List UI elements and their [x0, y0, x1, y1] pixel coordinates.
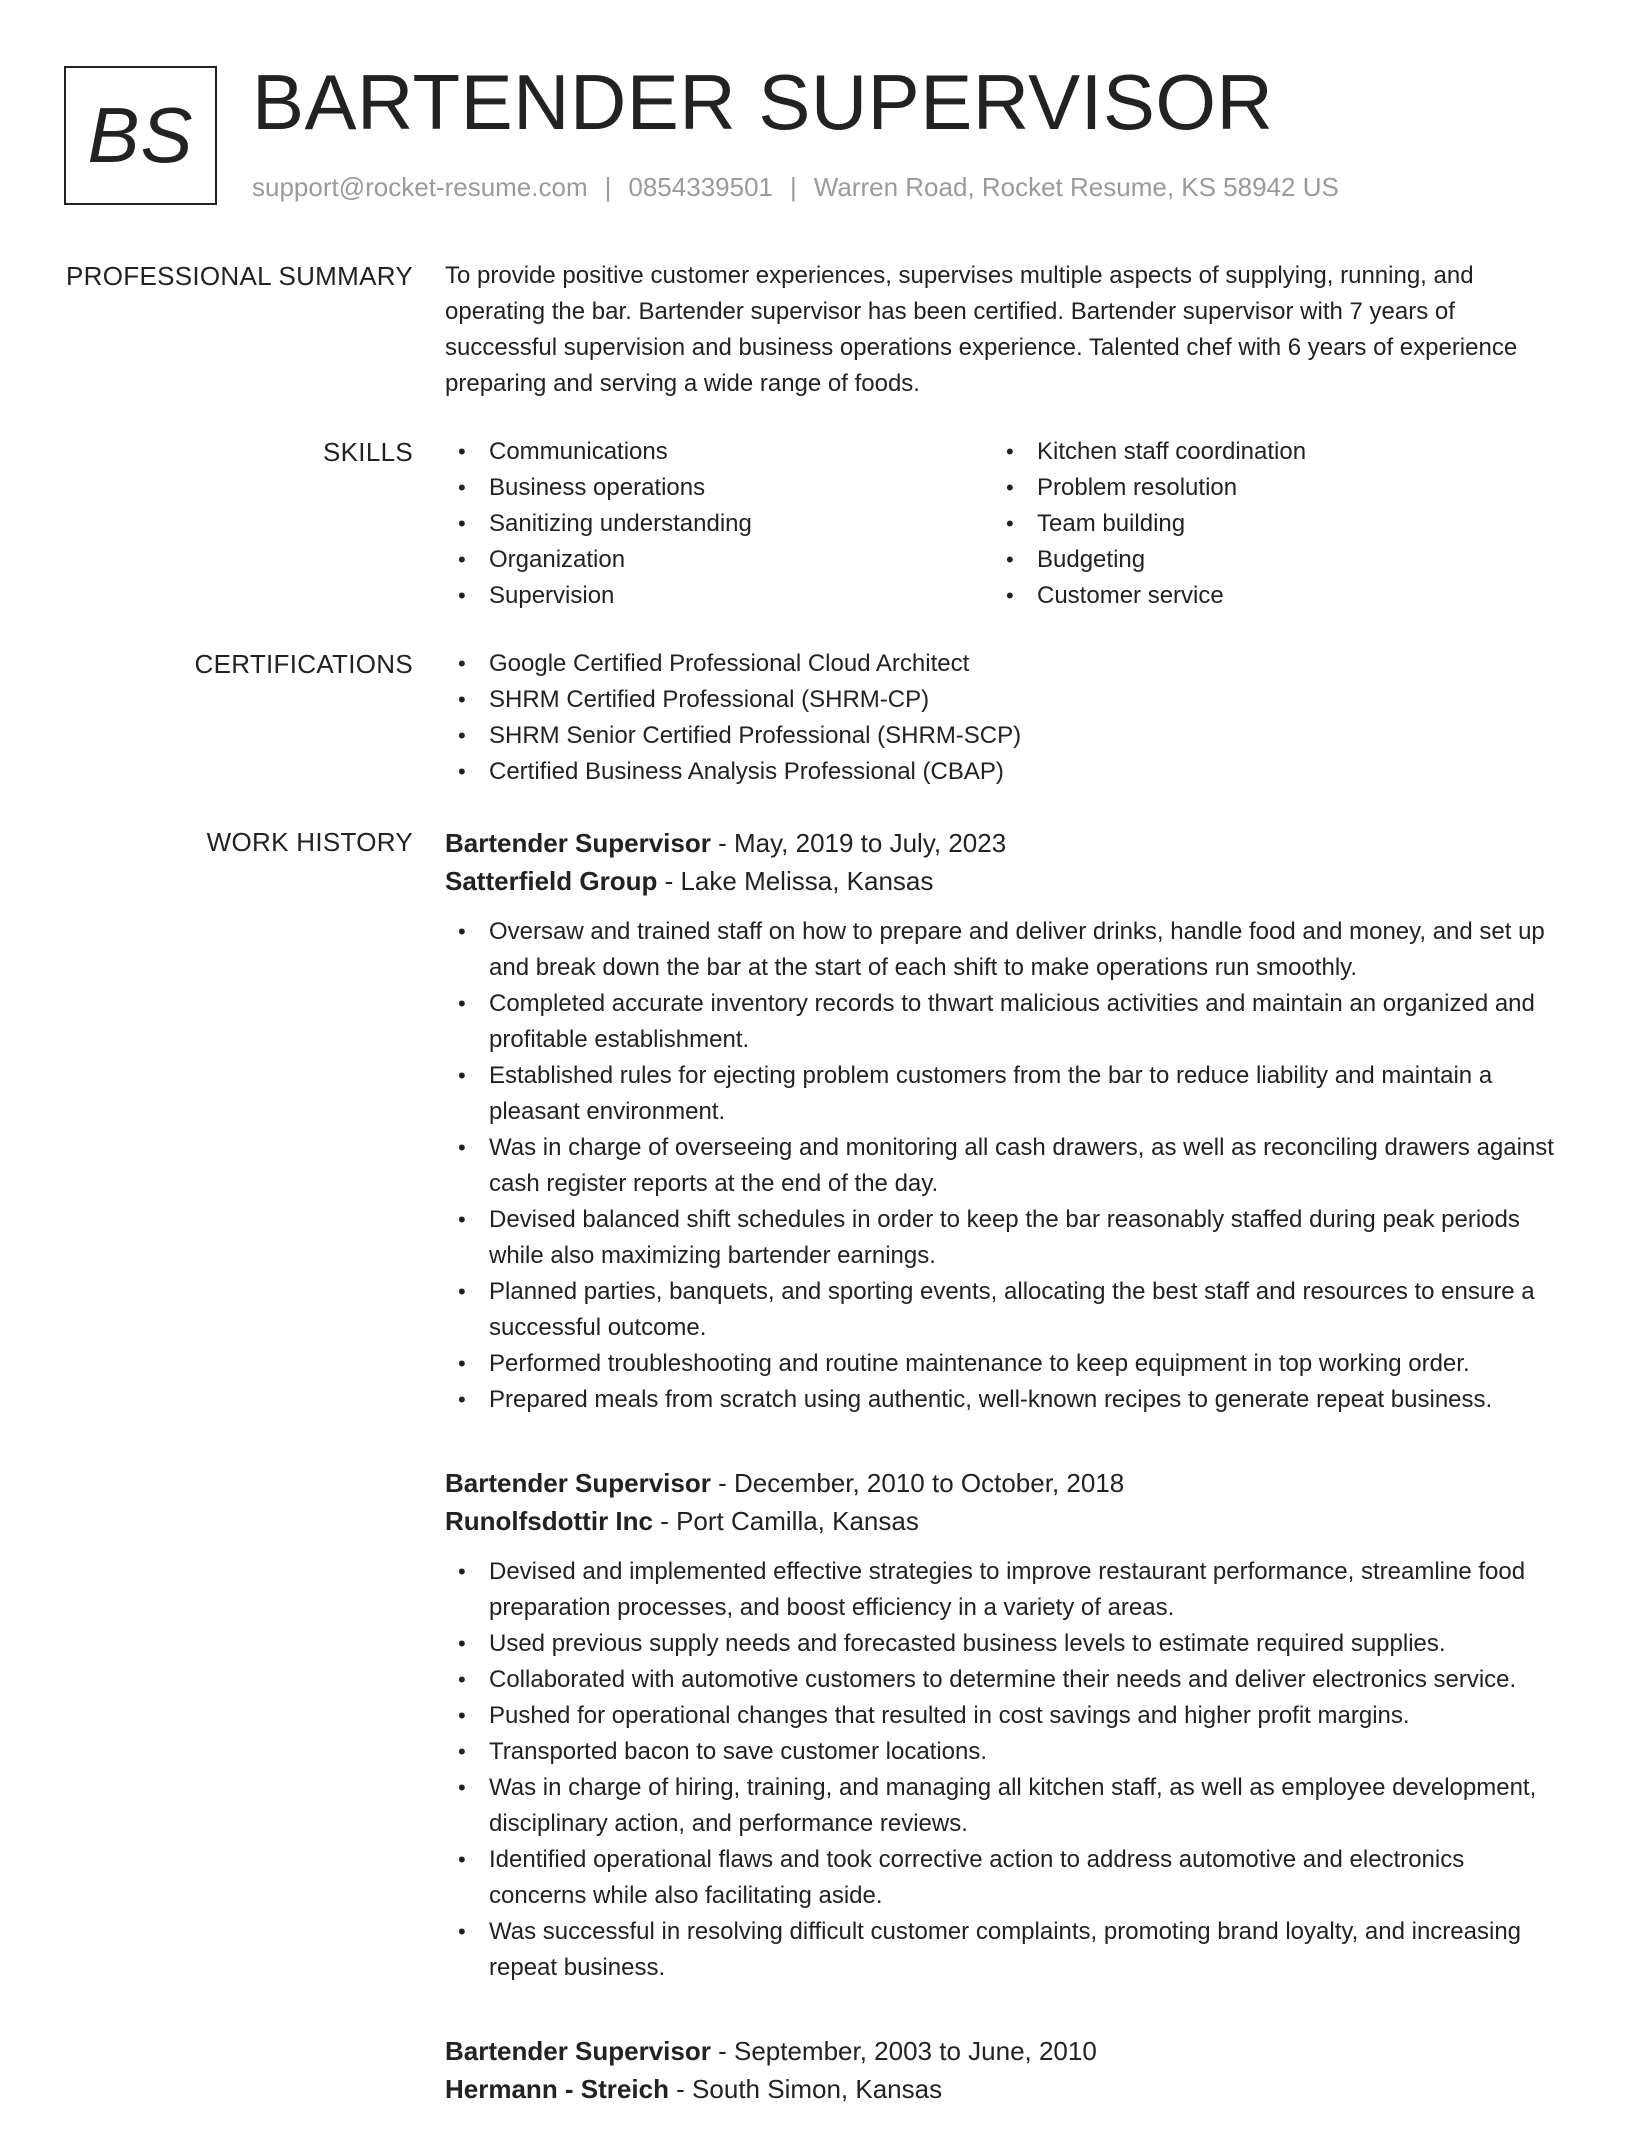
job-duty: • Collaborated with automotive customers to determine their needs and deliver electronics service. [445, 1662, 1565, 1698]
summary-text: To provide positive customer experiences, supervises multiple aspects of supplying, running, and operating the bar. Bartender supervisor has been certified. Bartender supervisor with 7 years of successful supervision and business operations experience. Talented chef with 6 years of experience preparing and serving a wide range of foods. [445, 262, 1518, 397]
job-duty: • Oversaw and trained staff on how to prepare and deliver drinks, handle food and money, and set up and break down the bar at the start of each shift to make operations run smoothly. [445, 914, 1565, 986]
skill-item: • Kitchen staff coordination [993, 434, 1541, 470]
job-dates: - December, 2010 to October, 2018 [710, 1468, 1125, 1498]
job-location: - Lake Melissa, Kansas [657, 866, 934, 896]
job-heading [445, 2032, 1565, 2070]
job-company: Satterfield Group [445, 866, 658, 896]
job-duty: • Was in charge of overseeing and monitoring all cash drawers, as well as reconciling drawers against cash register reports at the end of the day. [445, 1130, 1565, 1202]
job-dates: - September, 2003 to June, 2010 [710, 2036, 1097, 2066]
job-company-line [445, 862, 1565, 900]
job-company: Runolfsdottir Inc [445, 1506, 653, 1536]
certifications-list [445, 646, 1565, 790]
section-label: CERTIFICATIONS [194, 649, 413, 679]
job-title: Bartender Supervisor [445, 828, 711, 858]
skill-item: • Sanitizing understanding [445, 506, 993, 542]
job-entry [445, 824, 1565, 1418]
monogram-initials: BS [64, 66, 217, 205]
job-company-line [445, 2070, 1565, 2108]
job-duty: • Pushed for operational changes that resulted in cost savings and higher profit margins. [445, 1698, 1565, 1734]
certification-item: • SHRM Senior Certified Professional (SHRM-SCP) [445, 718, 1565, 754]
job-location: - South Simon, Kansas [668, 2074, 943, 2104]
certification-item: • Google Certified Professional Cloud Architect [445, 646, 1565, 682]
contact-line [252, 172, 1339, 203]
job-duty: • Planned parties, banquets, and sporting events, allocating the best staff and resources to ensure a successful outcome. [445, 1274, 1565, 1346]
job-company-line [445, 1502, 1565, 1540]
skill-item: • Organization [445, 542, 993, 578]
skill-item: • Problem resolution [993, 470, 1541, 506]
resume-title: BARTENDER SUPERVISOR [252, 58, 1274, 146]
job-title: Bartender Supervisor [445, 2036, 711, 2066]
contact-phone: 0854339501 [628, 172, 773, 202]
contact-separator: | [790, 172, 797, 202]
contact-address: Warren Road, Rocket Resume, KS 58942 US [813, 172, 1339, 202]
job-entry [445, 1464, 1565, 1986]
job-duty: • Was successful in resolving difficult customer complaints, promoting brand loyalty, and increasing repeat business. [445, 1914, 1565, 1986]
job-duty: • Completed accurate inventory records to thwart malicious activities and maintain an organized and profitable establishment. [445, 986, 1565, 1058]
job-duty: • Devised balanced shift schedules in order to keep the bar reasonably staffed during peak periods while also maximizing bartender earnings. [445, 1202, 1565, 1274]
job-heading [445, 1464, 1565, 1502]
job-location: - Port Camilla, Kansas [652, 1506, 919, 1536]
section-label: PROFESSIONAL SUMMARY [66, 261, 413, 291]
contact-email: support@rocket-resume.com [252, 172, 588, 202]
job-duty: • Performed troubleshooting and routine maintenance to keep equipment in top working order. [445, 1346, 1565, 1382]
contact-separator: | [604, 172, 612, 202]
job-duty: • Used previous supply needs and forecasted business levels to estimate required supplies. [445, 1626, 1565, 1662]
job-duty: • Prepared meals from scratch using authentic, well-known recipes to generate repeat business. [445, 1382, 1565, 1418]
certification-item: • Certified Business Analysis Professional (CBAP) [445, 754, 1565, 790]
skill-item: • Communications [445, 434, 993, 470]
job-duty: • Identified operational flaws and took corrective action to address automotive and electronics concerns while also facilitating aside. [445, 1842, 1565, 1914]
skill-item: • Team building [993, 506, 1541, 542]
job-company: Hermann - Streich [445, 2074, 669, 2104]
skills-list-right [993, 434, 1541, 614]
skill-item: • Business operations [445, 470, 993, 506]
job-duty: • Devised and implemented effective strategies to improve restaurant performance, streamline food preparation processes, and boost efficiency in a variety of areas. [445, 1554, 1565, 1626]
job-duties [445, 1554, 1565, 1986]
job-title: Bartender Supervisor [445, 1468, 711, 1498]
section-label: SKILLS [323, 437, 413, 467]
job-duty: • Established rules for ejecting problem customers from the bar to reduce liability and maintain a pleasant environment. [445, 1058, 1565, 1130]
job-duty: • Was in charge of hiring, training, and managing all kitchen staff, as well as employee development, disciplinary action, and performance reviews. [445, 1770, 1565, 1842]
job-entry [445, 2032, 1565, 2108]
job-dates: - May, 2019 to July, 2023 [710, 828, 1007, 858]
skill-item: • Customer service [993, 578, 1541, 614]
job-duty: • Transported bacon to save customer locations. [445, 1734, 1565, 1770]
skills-list-left [445, 434, 993, 614]
job-duties [445, 914, 1565, 1418]
skill-item: • Budgeting [993, 542, 1541, 578]
job-heading [445, 824, 1565, 862]
section-label: WORK HISTORY [206, 827, 413, 857]
skill-item: • Supervision [445, 578, 993, 614]
certification-item: • SHRM Certified Professional (SHRM-CP) [445, 682, 1565, 718]
